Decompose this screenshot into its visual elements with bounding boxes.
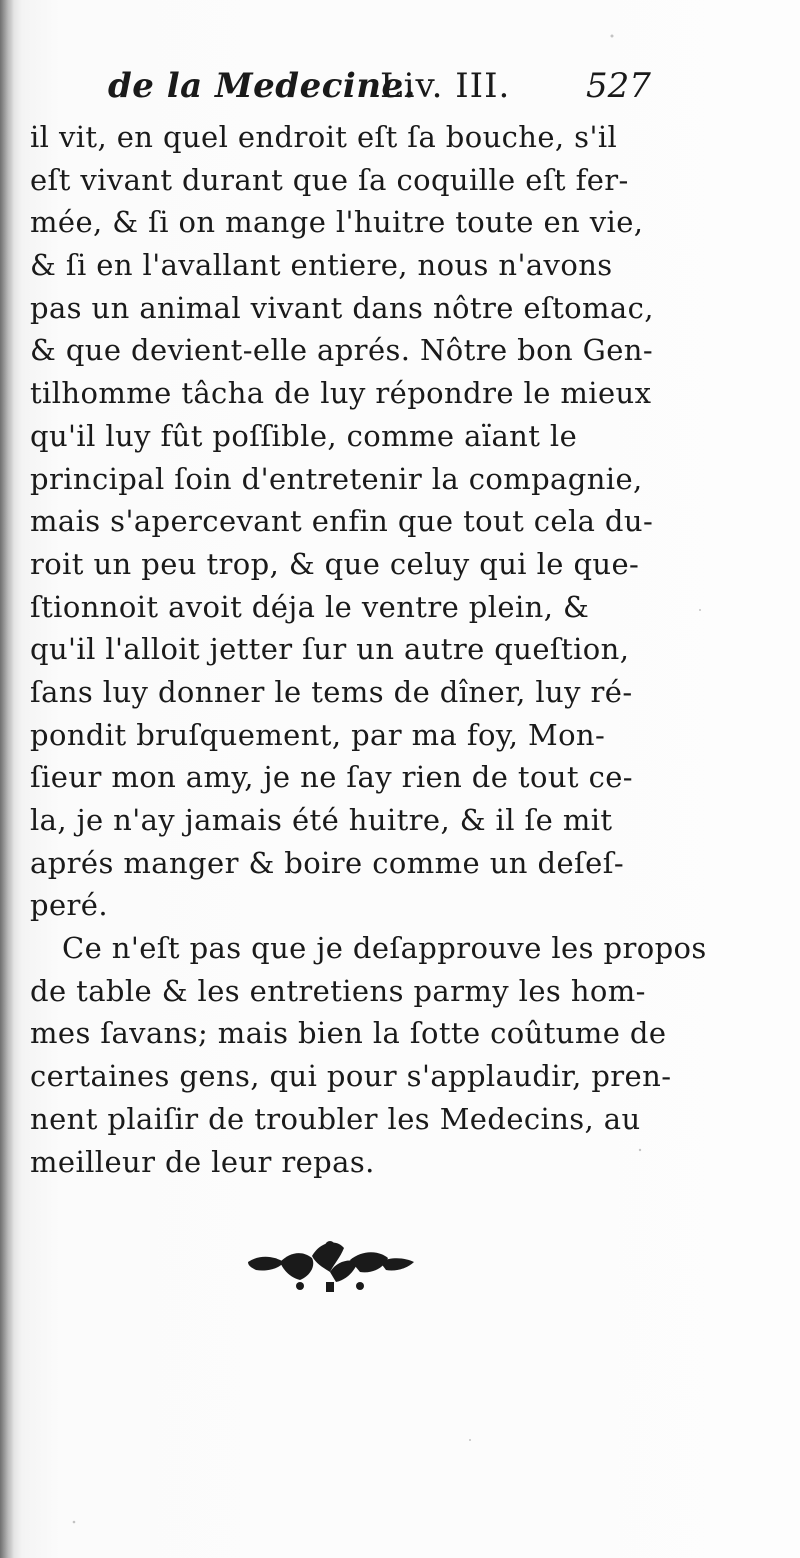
body-text [30, 116, 707, 1183]
text-line: tilhomme tâcha de luy répondre le mieux [30, 376, 652, 411]
text-line: meilleur de leur repas. [30, 1144, 375, 1179]
text-line: aprés manger & boire comme un deſeſ- [30, 845, 625, 880]
text-line: mes ſavans; mais bien la ſotte coûtume de [30, 1016, 667, 1051]
text-line: qu'il luy fût poſſible, comme aïant le [30, 418, 578, 453]
text-line: ſans luy donner le tems de dîner, luy ré- [30, 674, 633, 709]
text-line: principal ſoin d'entretenir la compagnie, [30, 461, 643, 496]
text-line: pondit bruſquement, par ma foy, Mon- [30, 717, 606, 752]
text-line: mée, & ſi on mange l'huitre toute en vie, [30, 205, 644, 240]
text-line: Ce n'eſt pas que je deſapprouve les propos [62, 931, 707, 966]
paragraph-2 [30, 927, 707, 1183]
text-line: nent plaiſir de troubler les Medecins, au [30, 1101, 641, 1136]
text-line: & ſi en l'avallant entiere, nous n'avons [30, 248, 613, 283]
text-line: mais s'apercevant enfin que tout cela du- [30, 504, 654, 539]
text-line: certaines gens, qui pour s'applaudir, pren- [30, 1059, 672, 1094]
text-line: il vit, en quel endroit eſt ſa bouche, s'il [30, 120, 618, 154]
text-line: ſieur mon amy, je ne ſay rien de tout ce- [30, 760, 633, 795]
text-line: de table & les entretiens parmy les hom- [30, 973, 646, 1008]
text-line: pas un animal vivant dans nôtre eſtomac, [30, 290, 654, 325]
text-line: roit un peu trop, & que celuy qui le que- [30, 546, 640, 581]
text-line: la, je n'ay jamais été huitre, & il ſe mit [30, 803, 613, 837]
text-line: eſt vivant durant que ſa coquille eſt fer- [30, 162, 629, 197]
text-line: qu'il l'alloit jetter ſur un autre queſtion, [30, 632, 630, 667]
fleuron-ornament-icon [240, 1232, 420, 1296]
text-line: & que devient-elle aprés. Nôtre bon Gen- [30, 333, 654, 368]
text-line: ſtionnoit avoit déja le ventre plein, & [30, 589, 590, 624]
paragraph-1 [30, 116, 660, 927]
running-head-title: de la Medecine. [108, 66, 417, 106]
text-line: peré. [30, 888, 108, 923]
running-head-book: Liv. III. [380, 66, 511, 106]
page-number: 527 [586, 66, 651, 106]
gutter-shadow [0, 0, 14, 1558]
running-head [108, 66, 668, 116]
